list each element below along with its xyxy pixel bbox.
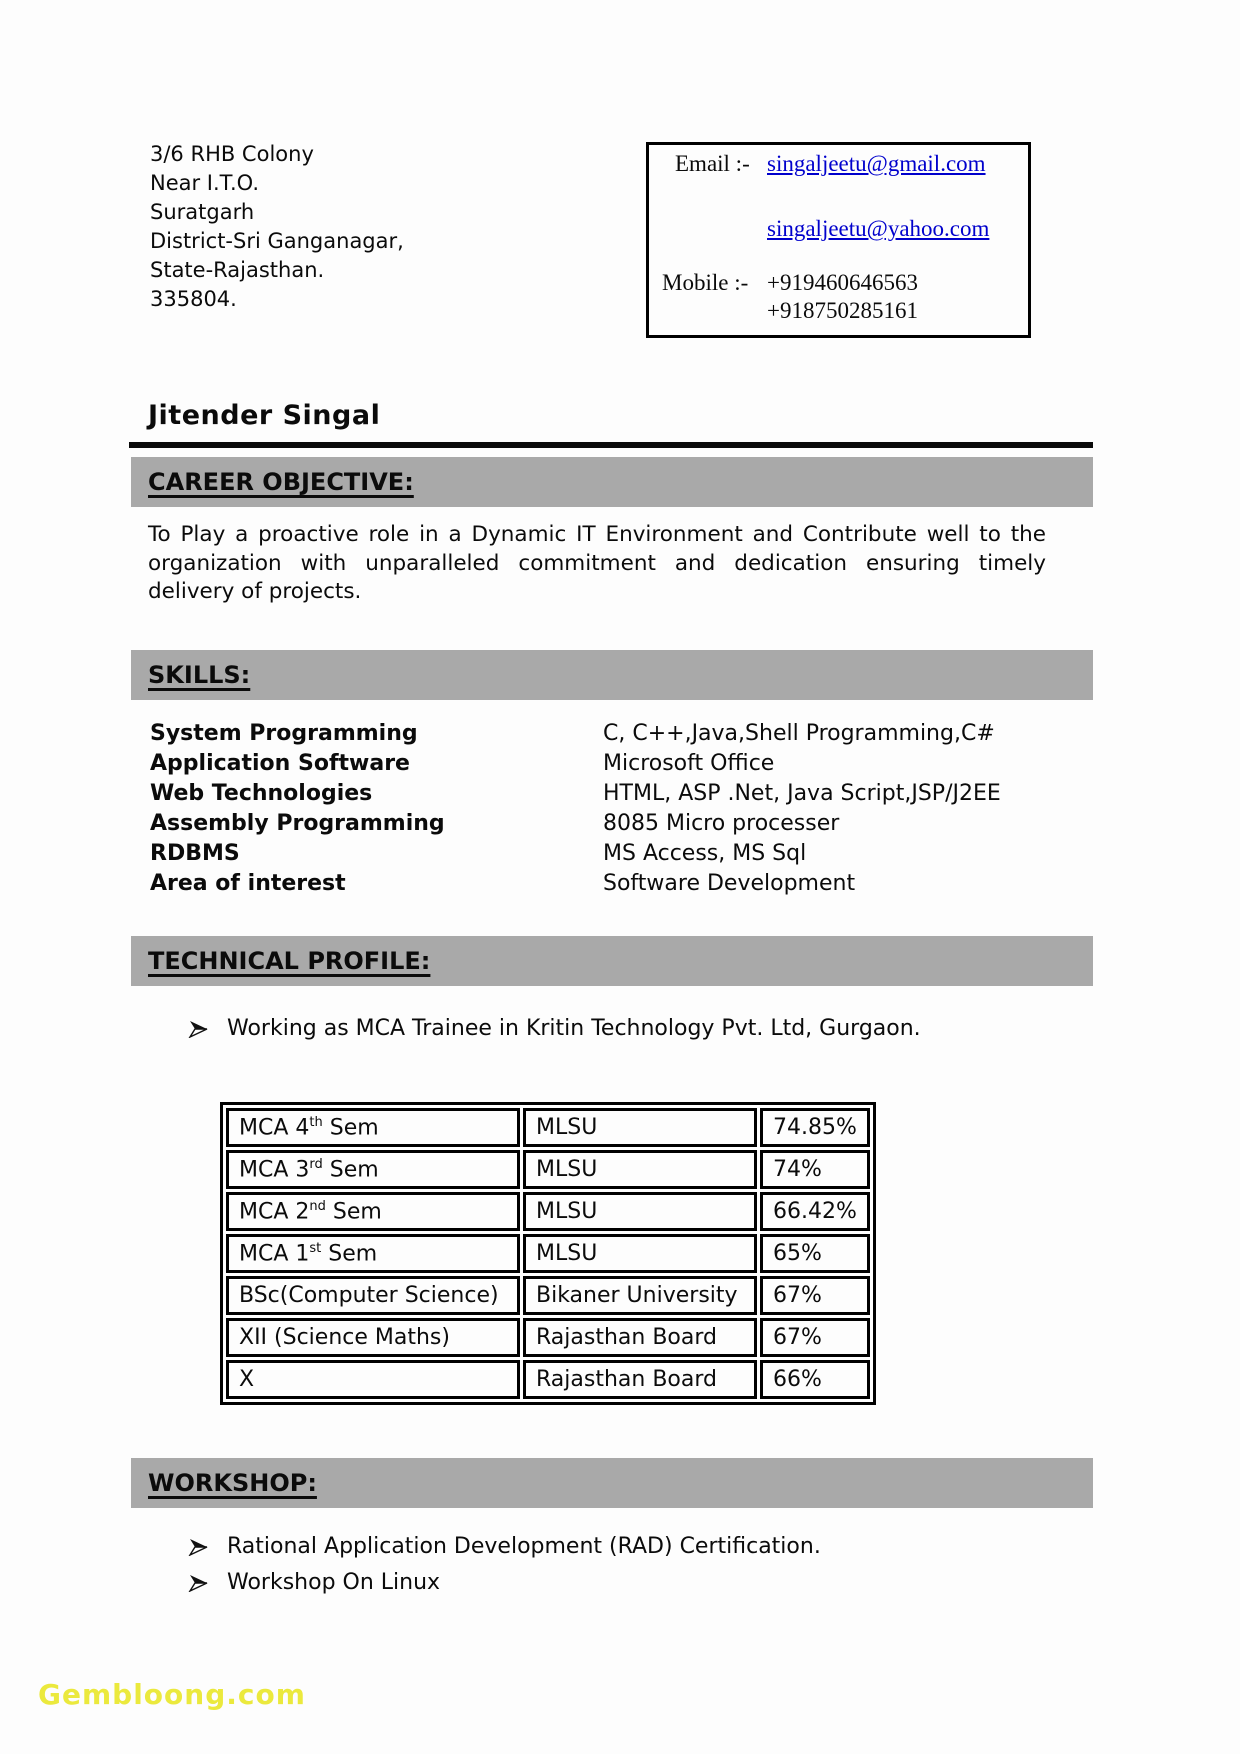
bullet-item <box>188 1016 921 1041</box>
table-row <box>226 1276 870 1315</box>
percentage-cell: 65% <box>760 1234 870 1273</box>
name-underline-rule <box>129 442 1093 448</box>
arrow-bullet-icon <box>188 1538 210 1556</box>
section-title: CAREER OBJECTIVE: <box>148 468 414 496</box>
contact-row <box>649 216 1028 242</box>
percentage-cell: 66% <box>760 1360 870 1399</box>
address-line: District-Sri Ganganagar, <box>150 229 404 253</box>
skill-label: Web Technologies <box>150 781 373 806</box>
skill-value: C, C++,Java,Shell Programming,C# <box>603 721 995 746</box>
address-line: Near I.T.O. <box>150 171 260 195</box>
workshop-bullets <box>188 1534 821 1606</box>
address-line: Suratgarh <box>150 200 255 224</box>
board-cell: MLSU <box>523 1150 757 1189</box>
skill-value: 8085 Micro processer <box>603 811 840 836</box>
percentage-cell: 74% <box>760 1150 870 1189</box>
qualification-cell: XII (Science Maths) <box>226 1318 520 1357</box>
qualification-cell: MCA 4th Sem <box>226 1108 520 1147</box>
table-row <box>226 1360 870 1399</box>
career-objective-text: To Play a proactive role in a Dynamic IT Environment and Contribute well to the organization with unparalleled commitment and dedication ensuring timely delivery of projects. <box>148 522 1046 604</box>
skill-value: MS Access, MS Sql <box>603 841 807 866</box>
board-cell: MLSU <box>523 1192 757 1231</box>
qualification-cell: MCA 1st Sem <box>226 1234 520 1273</box>
contact-row <box>649 298 1028 324</box>
table-row <box>226 1108 870 1147</box>
board-cell: MLSU <box>523 1108 757 1147</box>
section-title: WORKSHOP: <box>148 1469 317 1497</box>
skills-list <box>150 719 1001 899</box>
section-header-technical-profile <box>131 936 1093 986</box>
board-cell: Rajasthan Board <box>523 1318 757 1357</box>
skill-label: System Programming <box>150 721 418 746</box>
table-row <box>226 1150 870 1189</box>
percentage-cell: 74.85% <box>760 1108 870 1147</box>
skill-label: RDBMS <box>150 841 240 866</box>
board-cell: Rajasthan Board <box>523 1360 757 1399</box>
arrow-bullet-icon <box>188 1574 210 1592</box>
table-row <box>226 1234 870 1273</box>
bullet-text: Rational Application Development (RAD) Certification. <box>227 1534 821 1559</box>
person-name: Jitender Singal <box>148 400 381 431</box>
email-link[interactable]: singaljeetu@yahoo.com <box>767 216 990 241</box>
education-table-body <box>226 1108 870 1399</box>
percentage-cell: 67% <box>760 1276 870 1315</box>
percentage-cell: 66.42% <box>760 1192 870 1231</box>
address-block <box>150 140 404 314</box>
bullet-text: Working as MCA Trainee in Kritin Technology Pvt. Ltd, Gurgaon. <box>227 1016 921 1041</box>
table-row <box>226 1318 870 1357</box>
contact-label: Email :- <box>675 151 750 176</box>
section-header-skills <box>131 650 1093 700</box>
contact-value: +919460646563 <box>767 270 918 295</box>
contact-label <box>649 298 767 324</box>
bullet-item <box>188 1570 821 1595</box>
contact-row <box>649 151 1028 177</box>
contact-row <box>649 270 1028 296</box>
qualification-cell: X <box>226 1360 520 1399</box>
contact-label <box>649 216 767 242</box>
qualification-cell: MCA 2nd Sem <box>226 1192 520 1231</box>
percentage-cell: 67% <box>760 1318 870 1357</box>
qualification-cell: BSc(Computer Science) <box>226 1276 520 1315</box>
contact-value: +918750285161 <box>767 298 918 323</box>
contact-value <box>767 216 1028 242</box>
skill-value: Microsoft Office <box>603 751 775 776</box>
address-line: State-Rajasthan. <box>150 258 325 282</box>
board-cell: MLSU <box>523 1234 757 1273</box>
bullet-text: Workshop On Linux <box>227 1570 441 1595</box>
skill-value: Software Development <box>603 871 856 896</box>
skill-row <box>150 809 1001 839</box>
skill-label: Assembly Programming <box>150 811 445 836</box>
table-row <box>226 1192 870 1231</box>
board-cell: Bikaner University <box>523 1276 757 1315</box>
skill-row <box>150 839 1001 869</box>
email-link[interactable]: singaljeetu@gmail.com <box>767 151 986 176</box>
technical-profile-bullets <box>188 1016 921 1052</box>
bullet-item <box>188 1534 821 1559</box>
contact-box <box>646 142 1031 338</box>
contact-value <box>767 151 1028 177</box>
section-header-workshop <box>131 1458 1093 1508</box>
skill-row <box>150 779 1001 809</box>
skill-label: Application Software <box>150 751 410 776</box>
watermark-text: Gembloong.com <box>38 1678 306 1711</box>
address-line: 335804. <box>150 287 237 311</box>
section-title: SKILLS: <box>148 661 251 689</box>
section-header-career-objective <box>131 457 1093 507</box>
section-title: TECHNICAL PROFILE: <box>148 947 431 975</box>
skill-value: HTML, ASP .Net, Java Script,JSP/J2EE <box>603 781 1001 806</box>
qualification-cell: MCA 3rd Sem <box>226 1150 520 1189</box>
skill-row <box>150 869 1001 899</box>
address-line: 3/6 RHB Colony <box>150 142 314 166</box>
education-table <box>220 1102 876 1405</box>
skill-label: Area of interest <box>150 871 346 896</box>
arrow-bullet-icon <box>188 1020 210 1038</box>
contact-label: Mobile :- <box>662 270 749 295</box>
skill-row <box>150 749 1001 779</box>
skill-row <box>150 719 1001 749</box>
